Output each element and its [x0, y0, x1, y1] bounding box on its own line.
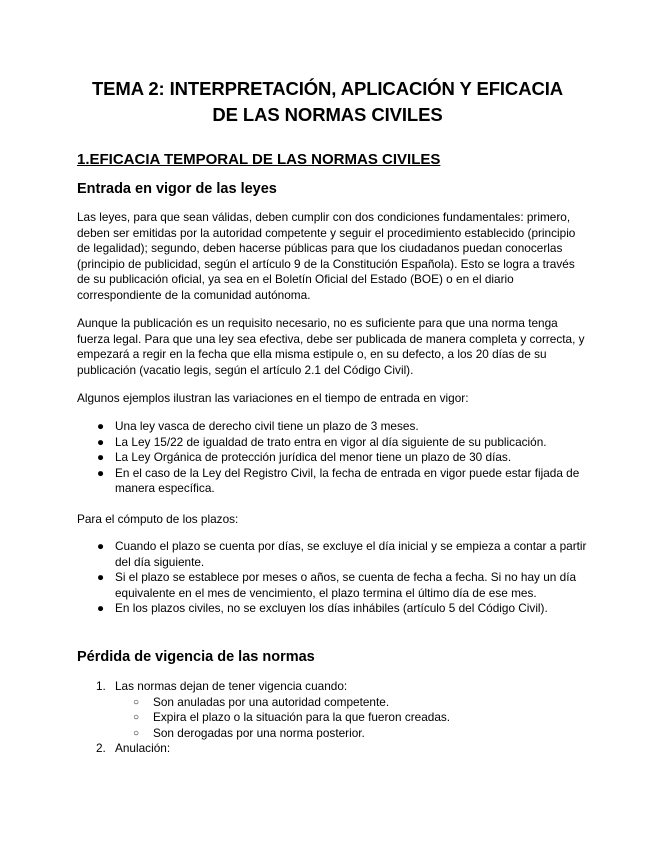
circle-bullet-icon: ○ — [133, 727, 140, 739]
paragraph-ejemplos-intro: Algunos ejemplos ilustran las variaciones en el tiempo de entrada en vigor: — [77, 391, 469, 405]
list-item — [77, 539, 587, 570]
list-item — [77, 419, 587, 435]
examples-list — [77, 419, 587, 497]
subheading-entrada-en-vigor: Entrada en vigor de las leyes — [77, 181, 277, 197]
bullet-icon: ● — [97, 465, 105, 480]
title-line-2: DE LAS NORMAS CIVILES — [212, 104, 443, 125]
paragraph-requisitos: Las leyes, para que sean válidas, deben cumplir con dos condiciones fundamentales: primero, deben ser emitidas por la autoridad competente y seguir el procedimiento establecido (principio de legalidad); segundo, deben hacerse públicas para que los ciudadanos puedan conocerlas (principio de publicidad, según el artículo 9 de la Constitución Española). Esto se logra a través de su publicación oficial, ya sea en el Boletín Oficial del Estado (BOE) o en el diario correspondiente de la comunidad autónoma. — [77, 210, 576, 302]
list-item — [77, 450, 587, 466]
plazos-list — [77, 539, 587, 617]
title-line-1: TEMA 2: INTERPRETACIÓN, APLICACIÓN Y EFICACIA — [91, 78, 564, 99]
section-heading-eficacia-temporal: 1.EFICACIA TEMPORAL DE LAS NORMAS CIVILES — [77, 151, 441, 168]
list-item-text: Anulación: — [115, 741, 171, 756]
list-item-text: En el caso de la Ley del Registro Civil, la fecha de entrada en vigor puede estar fijada de manera específica. — [115, 465, 580, 496]
list-item-text: Cuando el plazo se cuenta por días, se excluye el día inicial y se empieza a contar a partir del día siguiente. — [115, 539, 587, 569]
sublist-item-text: Son derogadas por una norma posterior. — [153, 725, 365, 740]
paragraph-publicacion: Aunque la publicación es un requisito necesario, no es suficiente para que una norma tenga fuerza legal. Para que una ley sea efectiva, debe ser publicada de manera completa y correcta, y empezará a regir en la fecha que ella misma estipule o, en su defecto, a los 20 días de su publicación (vacatio legis, según el artículo 2.1 del Código Civil). — [77, 316, 585, 377]
list-item — [77, 741, 587, 757]
sublist-item — [115, 710, 587, 726]
paragraph-computo-intro: Para el cómputo de los plazos: — [77, 512, 239, 526]
bullet-icon: ● — [97, 601, 105, 616]
list-item-text: Si el plazo se establece por meses o años, se cuenta de fecha a fecha. Si no hay un día equivalente en el mes de vencimiento, el plazo termina el último día de ese mes. — [115, 570, 577, 600]
list-item — [77, 435, 587, 451]
circle-bullet-icon: ○ — [133, 712, 140, 724]
list-item — [77, 466, 587, 497]
list-item-text: La Ley 15/22 de igualdad de trato entra en vigor al día siguiente de su publicación. — [115, 434, 547, 449]
sublist-item — [115, 695, 587, 711]
bullet-icon: ● — [97, 434, 105, 449]
list-item-text: La Ley Orgánica de protección jurídica del menor tiene un plazo de 30 días. — [115, 450, 512, 465]
page-title — [60, 76, 595, 128]
list-item-text: Una ley vasca de derecho civil tiene un plazo de 3 meses. — [115, 419, 419, 433]
circle-bullet-icon: ○ — [133, 696, 140, 708]
bullet-icon: ● — [97, 570, 105, 585]
sublist-item — [115, 726, 587, 742]
bullet-icon: ● — [97, 539, 105, 553]
list-number: 2. — [96, 741, 106, 756]
list-item — [77, 570, 587, 601]
list-item-text: Las normas dejan de tener vigencia cuando: — [115, 679, 348, 693]
list-item — [77, 679, 587, 741]
list-item — [77, 601, 587, 617]
list-number: 1. — [96, 679, 106, 693]
sublist-item-text: Expira el plazo o la situación para la que fueron creadas. — [153, 710, 451, 725]
vigencia-numbered-list — [77, 679, 587, 757]
sublist-item-text: Son anuladas por una autoridad competente. — [153, 694, 390, 709]
bullet-icon: ● — [97, 450, 105, 465]
vigencia-sublist — [115, 695, 587, 742]
subheading-perdida-vigencia: Pérdida de vigencia de las normas — [77, 649, 315, 665]
list-item-text: En los plazos civiles, no se excluyen los días inhábiles (artículo 5 del Código Civil). — [115, 601, 548, 616]
bullet-icon: ● — [97, 419, 105, 433]
